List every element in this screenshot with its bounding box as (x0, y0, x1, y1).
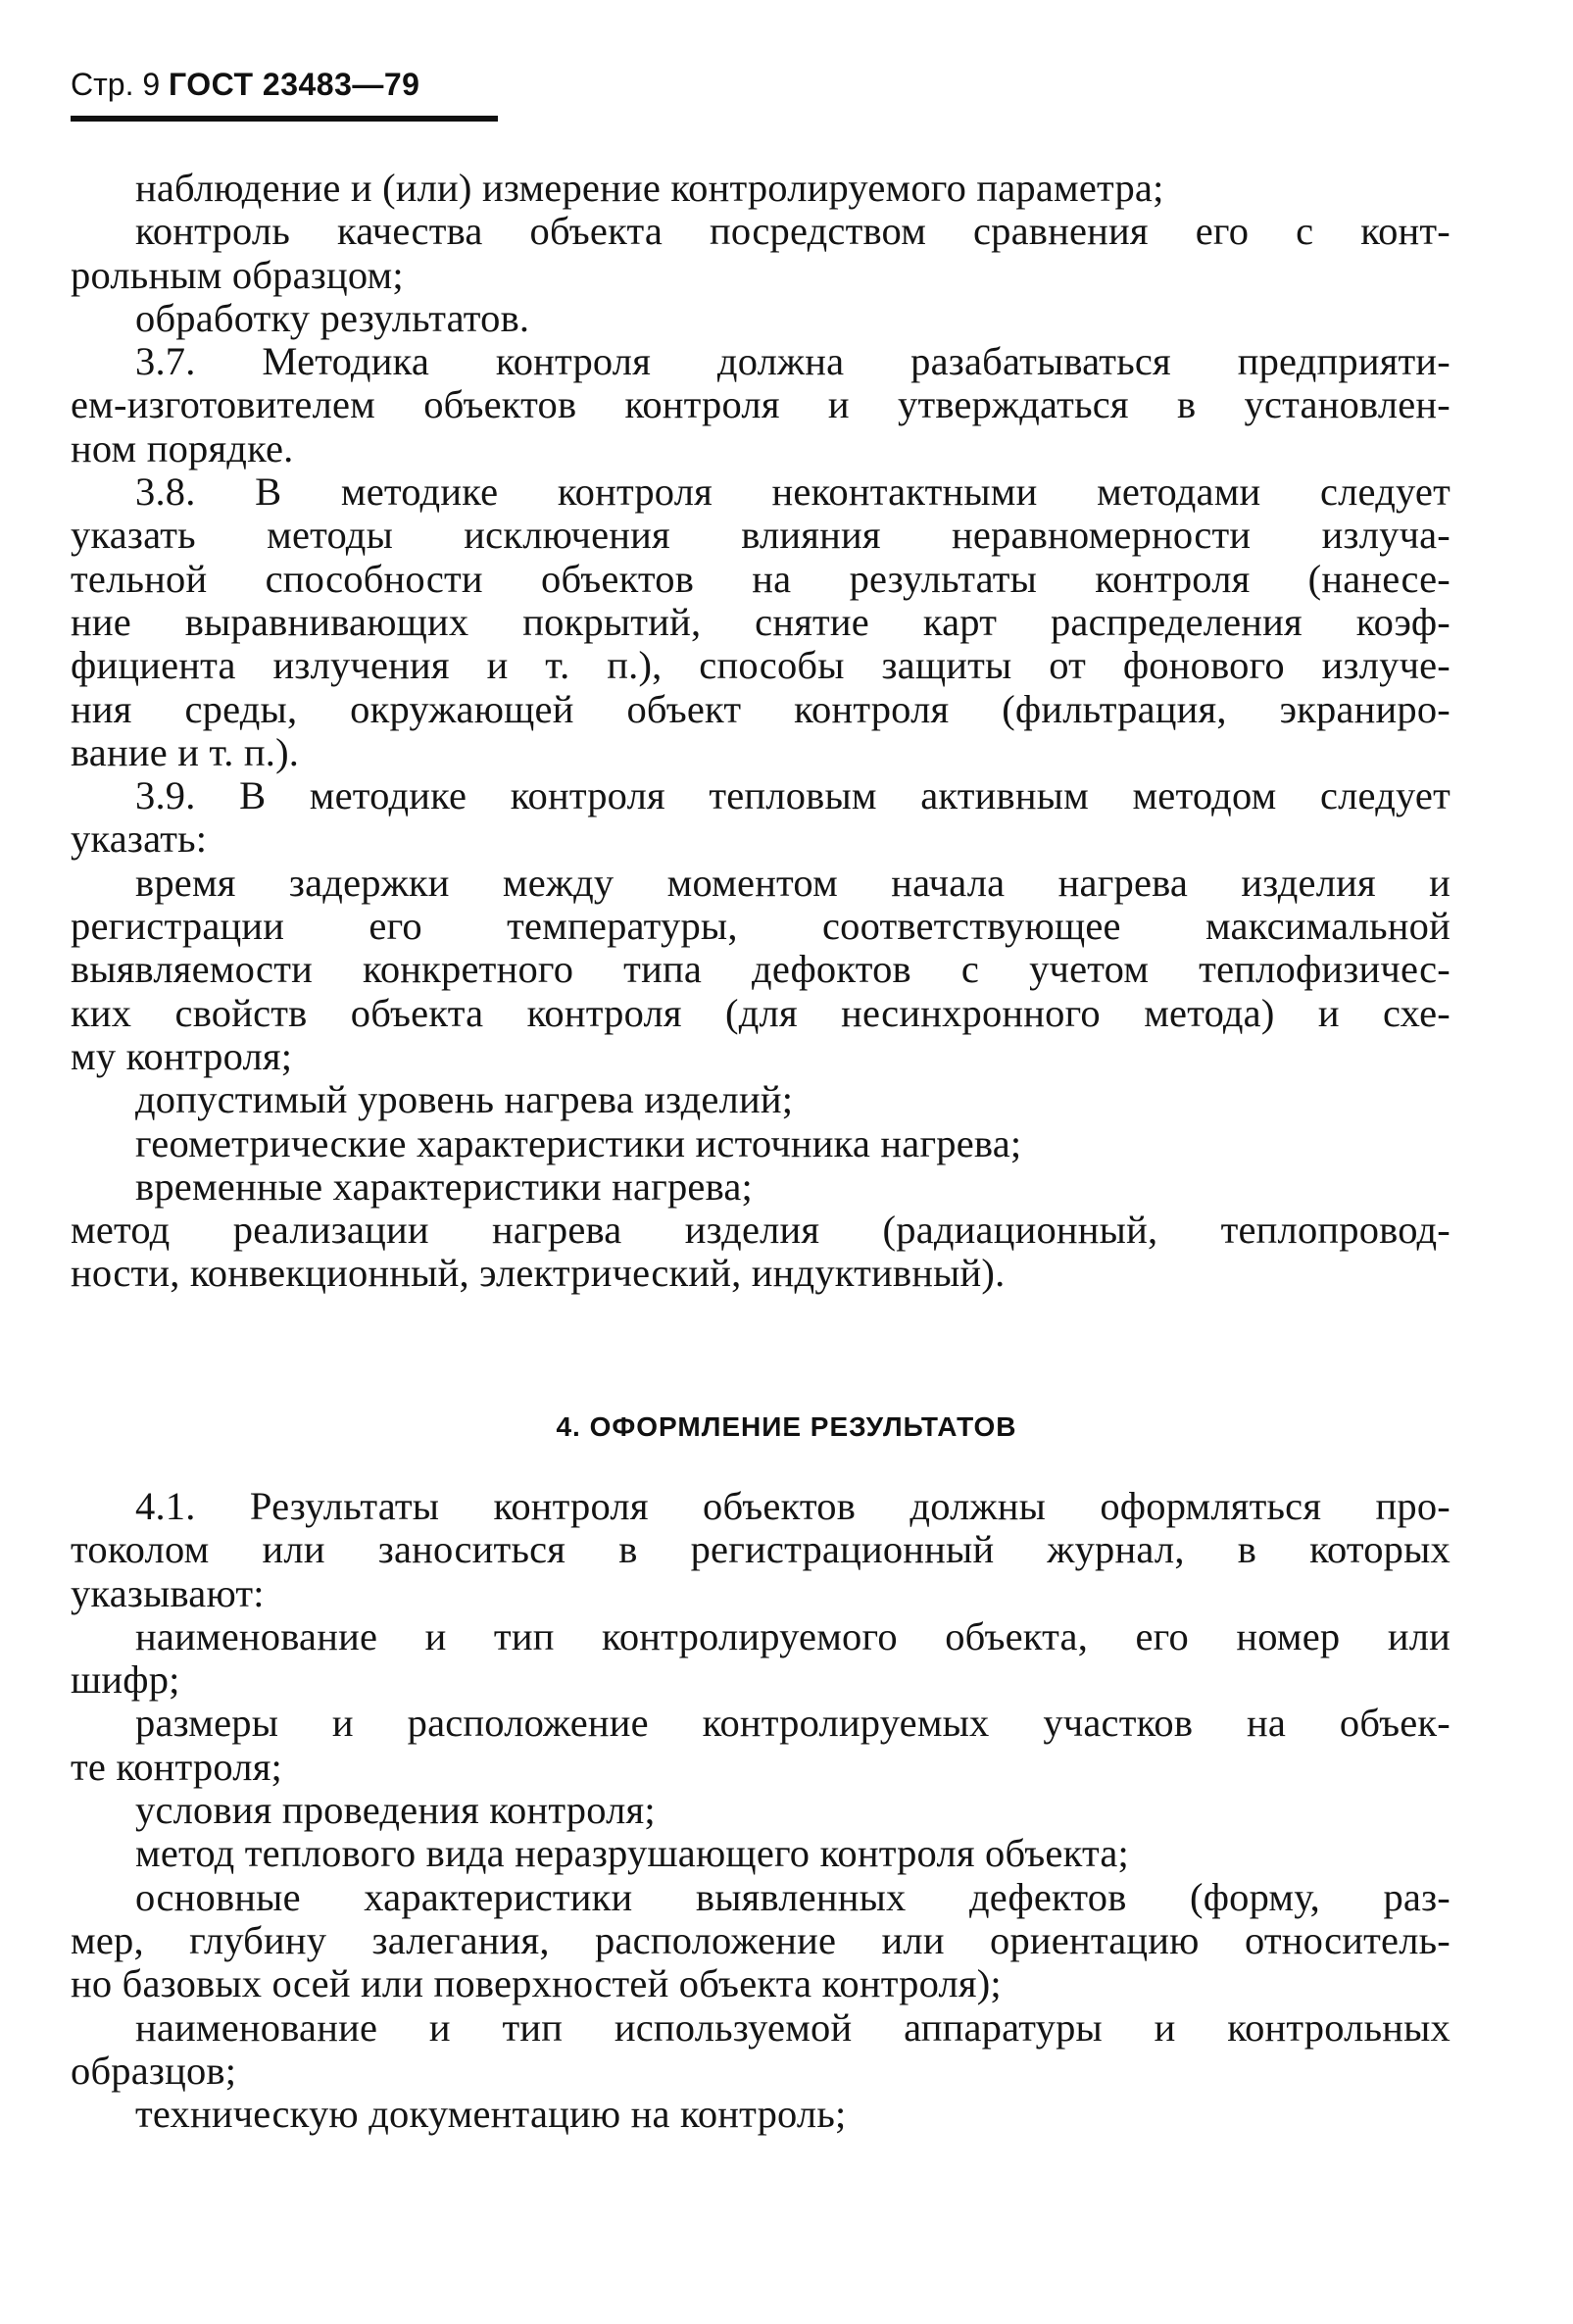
text-line: геометрические характеристики источника нагрева; (135, 1120, 1022, 1165)
text-line: ния среды, окружающей объект контроля (фильтрация, экраниро- (71, 686, 1450, 731)
page-number: Стр. 9 (71, 67, 170, 102)
document-code: ГОСТ 23483—79 (169, 67, 420, 102)
page-header (71, 65, 419, 104)
text-line: указывают: (71, 1570, 265, 1615)
text-line: но базовых осей или поверхностей объекта контроля); (71, 1961, 1002, 2006)
text-line: время задержки между моментом начала нагрева изделия и (135, 860, 1450, 905)
text-line: наименование и тип контролируемого объекта, его номер или (135, 1613, 1450, 1658)
section-4-text (71, 1485, 1450, 2136)
text-line: ких свойств объекта контроля (для несинхронного метода) и схе- (71, 990, 1450, 1035)
text-line: ности, конвекционный, электрический, индуктивный). (71, 1251, 1006, 1296)
text-line: основные характеристики выявленных дефектов (форму, раз- (135, 1874, 1450, 1919)
text-line: рольным образцом; (71, 252, 404, 297)
text-line: метод теплового вида неразрушающего контроля объекта; (135, 1831, 1129, 1876)
text-line: 3.7. Методика контроля должна разабатываться предприяти- (135, 339, 1450, 384)
text-line: мер, глубину залегания, расположение или ориентацию относитель- (71, 1917, 1450, 1962)
text-line: допустимый уровень нагрева изделий; (135, 1077, 794, 1122)
text-line: техническую документацию на контроль; (135, 2092, 847, 2137)
text-line: наименование и тип используемой аппаратуры и контрольных (135, 2004, 1450, 2050)
text-line: размеры и расположение контролируемых участков на объек- (135, 1701, 1450, 1746)
text-line: ном порядке. (71, 425, 294, 470)
text-line: регистрации его температуры, соответствующее максимальной (71, 904, 1450, 949)
text-line: образцов; (71, 2048, 237, 2093)
text-line: 4.1. Результаты контроля объектов должны оформляться про- (135, 1484, 1450, 1528)
section-title: 4. ОФОРМЛЕНИЕ РЕЗУЛЬТАТОВ (556, 1411, 1017, 1442)
text-line: вание и т. п.). (71, 729, 300, 774)
text-line: тельной способности объектов на результаты контроля (нанесе- (71, 556, 1450, 601)
text-line: временные характеристики нагрева; (135, 1163, 753, 1209)
text-line: обработку результатов. (135, 295, 530, 340)
text-line: му контроля; (71, 1033, 293, 1078)
text-line: фициента излучения и т. п.), способы защиты от фонового излуче- (71, 643, 1450, 688)
text-line: 3.9. В методике контроля тепловым активным методом следует (135, 773, 1450, 818)
text-line: указать методы исключения влияния неравномерности излуча- (71, 513, 1450, 558)
text-line: те контроля; (71, 1744, 282, 1789)
text-line: контроль качества объекта посредством сравнения его с конт- (135, 209, 1450, 254)
text-line: метод реализации нагрева изделия (радиационный, теплопровод- (71, 1208, 1450, 1253)
text-line: ние выравнивающих покрытий, снятие карт распределения коэф- (71, 599, 1450, 644)
text-line: ем-изготовителем объектов контроля и утверждаться в установлен- (71, 382, 1450, 427)
text-line: указать: (71, 816, 208, 862)
text-line: токолом или заноситься в регистрационный журнал, в которых (71, 1527, 1450, 1572)
text-line: выявляемости конкретного типа дефоктов с учетом теплофизичес- (71, 947, 1450, 992)
text-line: условия проведения контроля; (135, 1788, 656, 1833)
text-line: шифр; (71, 1657, 180, 1703)
text-line: наблюдение и (или) измерение контролируемого параметра; (135, 166, 1164, 210)
text-line: 3.8. В методике контроля неконтактными методами следует (135, 470, 1450, 515)
section-3-text (71, 167, 1450, 1296)
header-rule (71, 116, 498, 122)
